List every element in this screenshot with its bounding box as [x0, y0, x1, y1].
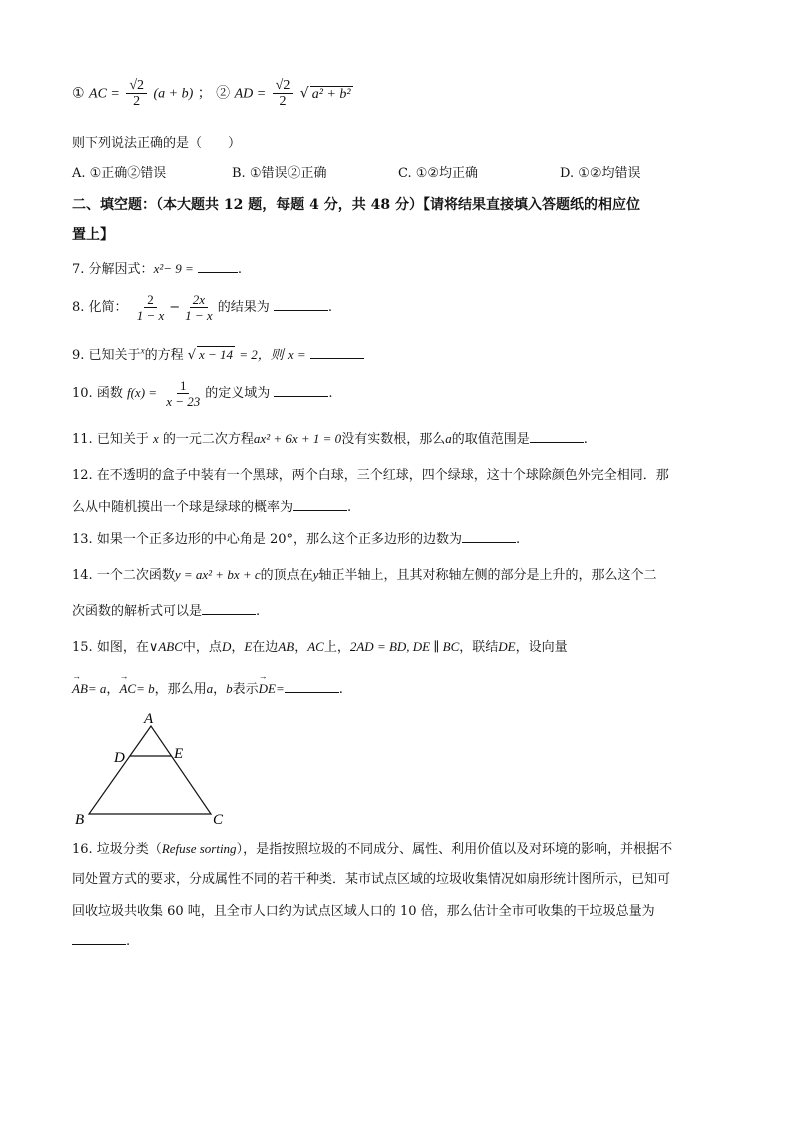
label-e: E: [174, 746, 184, 762]
question-14-line-2: 次函数的解析式可以是 .: [72, 604, 261, 619]
q15-condition: 2AD = BD, DE ∥ BC: [349, 639, 460, 654]
question-15-line-2: → AB= a，→ AC= b，那么用a，b表示→ DE= .: [72, 678, 343, 697]
q6-option-b: B. ①错误②正确: [232, 166, 327, 181]
question-9: 9. 已知关于$^x$的方程 √ x − 14 = 2，则 x =: [72, 344, 364, 363]
condition-2-fraction: $\frac{√2}{2}$: [273, 78, 294, 109]
question-7: 7. 分解因式：x²− 9 = .: [72, 261, 243, 277]
condition-1-fraction: $\frac{√2}{2}$: [126, 78, 147, 109]
q6-option-c: C. ①②均正确: [398, 166, 479, 181]
q7-answer-blank[interactable]: [198, 260, 238, 273]
question-13: 13. 如果一个正多边形的中心角是 20°，那么这个正多边形的边数为 .: [72, 532, 521, 547]
q10-fraction: $\frac{1}{x - 23}$: [166, 378, 201, 409]
q10-answer-blank[interactable]: [274, 384, 328, 397]
q7-expression: x²− 9 =: [153, 261, 194, 276]
question-11: 11. 已知关于 x 的一元二次方程ax² + 6x + 1 = 0没有实数根，那么a的取值范围是 .: [72, 431, 588, 447]
condition-2-radicand: a² + b²: [311, 86, 351, 102]
condition-1-marker: ①: [72, 85, 85, 102]
condition-1-factor: (a + b): [153, 86, 194, 102]
q15-answer-blank[interactable]: [285, 680, 339, 693]
q8-answer-blank[interactable]: [274, 298, 328, 311]
q14-equation: y = ax² + bx + c: [174, 567, 261, 582]
q16-answer-blank[interactable]: [72, 932, 126, 945]
q9-answer-blank[interactable]: [310, 346, 364, 359]
q6-option-a: A. ①正确②错误: [72, 166, 167, 181]
section-2-title: 二、填空题：（本大题共 12 题，每题 4 分，共 48 分）【请将结果直接填入答题纸的相应位: [72, 197, 640, 213]
conditions-line: [72, 78, 353, 109]
q9-radicand: x − 14: [199, 347, 234, 362]
question-10: 10. 函数 f(x) = $\frac{1}{x - 23}$ 的定义域为 .: [72, 378, 333, 409]
question-12-line-1: 12. 在不透明的盒子中装有一个黑球，两个白球，三个红球，四个绿球，这十个球除颜色外完全相同．那: [72, 468, 669, 483]
q11-answer-blank[interactable]: [530, 430, 584, 443]
condition-2-marker: ②: [216, 85, 231, 102]
question-8: 8. 化简： $\frac{2}{1 - x}$ − $\frac{2x}{1 - x}$ 的结果为 .: [72, 292, 332, 323]
q6-prompt: 则下列说法正确的是（ ）: [72, 136, 242, 151]
question-16-line-4: .: [72, 932, 130, 949]
condition-separator: ；: [197, 85, 212, 102]
q6-option-d: D. ①②均错误: [560, 166, 641, 181]
triangle-abc: [89, 726, 211, 814]
question-16-line-1: 16. 垃圾分类（Refuse sorting），是指按照垃圾的不同成分、属性、利用价值以及对环境的影响，并根据不: [72, 841, 673, 857]
label-d: D: [114, 750, 125, 766]
question-14-line-1: 14. 一个二次函数y = ax² + bx + c的顶点在y轴正半轴上，且其对称轴左侧的部分是上升的，那么这个二: [72, 567, 657, 583]
question-15-line-1: 15. 如图，在∨ABC中，点D，E在边AB，AC上，2AD = BD, DE ∥ BC，联结DE，设向量: [72, 639, 568, 655]
q8-fraction-1: $\frac{2}{1 - x}$: [136, 292, 165, 323]
label-a: A: [144, 711, 154, 727]
question-16-line-2: 同处置方式的要求，分成属性不同的若干种类．某市试点区域的垃圾收集情况如扇形统计图所示，已知可: [72, 872, 671, 887]
q14-answer-blank[interactable]: [202, 602, 256, 615]
q13-answer-blank[interactable]: [462, 530, 516, 543]
label-c: C: [213, 812, 224, 828]
condition-2-lhs: AD =: [234, 86, 267, 102]
triangle-figure: [72, 708, 242, 828]
label-b: B: [75, 812, 85, 828]
sqrt-sign: √: [299, 85, 309, 102]
q8-fraction-2: $\frac{2x}{1 - x}$: [185, 292, 213, 323]
q12-answer-blank[interactable]: [293, 498, 347, 511]
condition-1-lhs: AC =: [89, 86, 120, 102]
section-2-title-cont: 置上】: [72, 227, 114, 243]
question-16-line-3: 回收垃圾共收集 60 吨，且全市人口约为试点区域人口的 10 倍，那么估计全市可收集的干垃圾总量为: [72, 904, 655, 919]
question-12-line-2: 么从中随机摸出一个球是绿球的概率为 .: [72, 500, 352, 515]
q11-equation: ax² + 6x + 1 = 0: [253, 431, 342, 446]
